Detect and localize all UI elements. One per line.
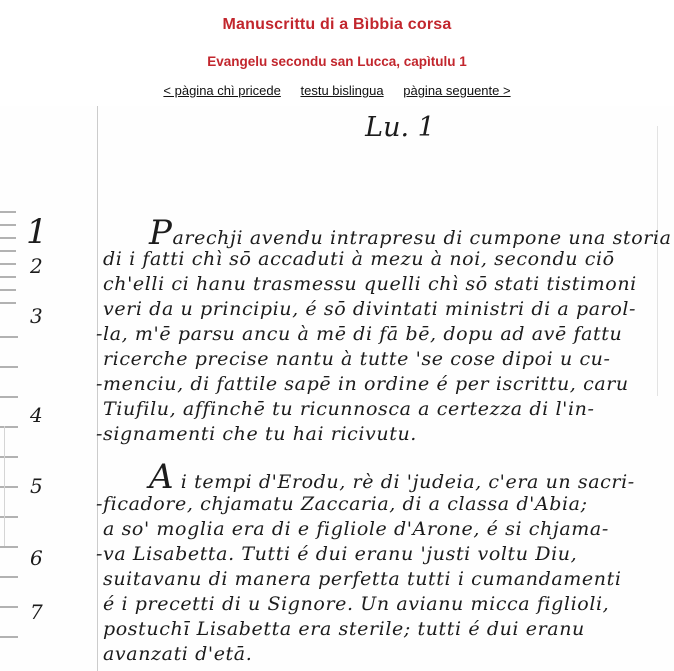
page-edge-line-right <box>657 126 658 396</box>
verse-number: 5 <box>30 474 43 498</box>
manuscript-line: ricerche precise nantu à tutte 'se cose dipoi u cu- <box>103 348 611 370</box>
manuscript-line: suitavanu di manera perfetta tutti i cumandamenti <box>103 568 622 590</box>
manuscript-line: ch'elli ci hanu trasmessu quelli chì sō stati tistimoni <box>103 273 637 295</box>
manuscript-line: Parechji avendu intrapresu di cumpone una storia <box>149 213 672 253</box>
manuscript-chapter-heading: Lu. 1 <box>365 112 435 143</box>
manuscript-line: -la, m'ē parsu ancu à mē di fā bē, dopu ad avē fattu <box>96 323 623 345</box>
verse-number: 7 <box>30 600 43 624</box>
verse-number: 3 <box>30 304 43 328</box>
next-page-link[interactable]: pàgina seguente > <box>403 83 511 98</box>
manuscript-line: -ficadore, chjamatu Zaccaria, di a classa d'Abia; <box>96 493 588 515</box>
verse-number: 4 <box>30 403 43 427</box>
page-edge-marks-lower <box>0 336 18 646</box>
manuscript-line: -va Lisabetta. Tutti é dui eranu 'justi voltu Diu, <box>96 543 578 565</box>
page-title: Manuscrittu di a Bìbbia corsa <box>222 16 452 33</box>
manuscript-line: A i tempi d'Erodu, rè di 'judeia, c'era un sacri- <box>149 457 635 497</box>
verse-number: 6 <box>30 546 43 570</box>
manuscript-line: Tiufilu, affinchē tu ricunnosca a certezza di l'in- <box>103 398 595 420</box>
manuscript-line: -menciu, di fattile sapē in ordine é per iscrittu, caru <box>96 373 629 395</box>
manuscript-line: a so' moglia era di e figliole d'Arone, é si chjama- <box>103 518 609 540</box>
page-edge-line-left <box>4 426 5 546</box>
verse-number: 1 <box>26 212 48 252</box>
page-subtitle: Evangelu secondu san Lucca, capìtulu 1 <box>207 54 467 69</box>
prev-page-link[interactable]: < pàgina chì pricede <box>163 83 281 98</box>
manuscript-line: é i precetti di u Signore. Un avianu micca figlioli, <box>103 593 610 615</box>
manuscript-line: di i fatti chì sō accaduti à mezu à noi, secondu ciō <box>103 248 615 270</box>
page-edge-marks-upper <box>0 211 16 311</box>
manuscript-line: avanzati d'etā. <box>103 643 253 665</box>
manuscript-line: -signamenti che tu hai ricivutu. <box>96 423 417 445</box>
bilingual-text-link[interactable]: testu bislingua <box>300 83 384 98</box>
manuscript-line: postuchī Lisabetta era sterile; tutti é dui eranu <box>103 618 585 640</box>
manuscript-line: veri da u principiu, é sō divintati ministri di a parol- <box>103 298 637 320</box>
verse-number: 2 <box>30 254 43 278</box>
manuscript-scan <box>0 106 674 671</box>
page-nav <box>0 83 674 98</box>
